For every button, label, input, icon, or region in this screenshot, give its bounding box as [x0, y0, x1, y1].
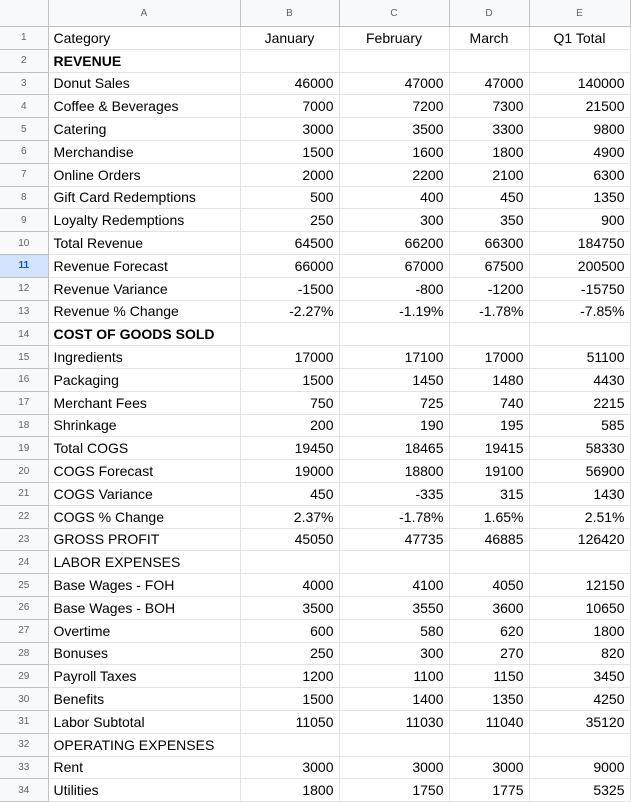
- sheet-row: [0, 551, 630, 574]
- value-cell[interactable]: 3000: [240, 756, 339, 779]
- sheet-row: [0, 642, 630, 665]
- value-cell[interactable]: 4900: [529, 140, 630, 163]
- value-cell[interactable]: -15750: [529, 277, 630, 300]
- category-cell[interactable]: COST OF GOODS SOLD: [48, 323, 240, 346]
- value-cell[interactable]: 3000: [339, 756, 449, 779]
- value-cell[interactable]: 1800: [449, 140, 529, 163]
- row-header[interactable]: 4: [0, 95, 48, 118]
- value-cell[interactable]: 200500: [529, 254, 630, 277]
- sheet-row: [0, 163, 630, 186]
- category-cell[interactable]: Donut Sales: [48, 72, 240, 95]
- value-cell[interactable]: 1500: [240, 140, 339, 163]
- value-cell[interactable]: -1.78%: [339, 505, 449, 528]
- value-cell[interactable]: 66000: [240, 254, 339, 277]
- row-header[interactable]: 1: [0, 27, 48, 50]
- value-cell[interactable]: 315: [449, 482, 529, 505]
- value-cell[interactable]: 19415: [449, 437, 529, 460]
- category-cell[interactable]: Total Revenue: [48, 232, 240, 255]
- value-cell[interactable]: 126420: [529, 528, 630, 551]
- row-header[interactable]: 3: [0, 72, 48, 95]
- value-cell[interactable]: 600: [240, 619, 339, 642]
- row-header[interactable]: 14: [0, 323, 48, 346]
- sheet-row: [0, 437, 630, 460]
- value-cell[interactable]: 66300: [449, 232, 529, 255]
- column-header-d[interactable]: D: [449, 0, 529, 27]
- value-cell[interactable]: 270: [449, 642, 529, 665]
- category-cell[interactable]: Labor Subtotal: [48, 710, 240, 733]
- sheet-row: [0, 232, 630, 255]
- value-cell[interactable]: [339, 551, 449, 574]
- category-cell[interactable]: Revenue Forecast: [48, 254, 240, 277]
- value-cell[interactable]: 450: [240, 482, 339, 505]
- row-header[interactable]: 18: [0, 414, 48, 437]
- value-cell[interactable]: 21500: [529, 95, 630, 118]
- value-cell[interactable]: 17100: [339, 346, 449, 369]
- row-header[interactable]: 16: [0, 368, 48, 391]
- value-cell[interactable]: 9800: [529, 118, 630, 141]
- row-header[interactable]: 7: [0, 163, 48, 186]
- row-header[interactable]: 2: [0, 49, 48, 72]
- value-cell[interactable]: 1200: [240, 665, 339, 688]
- value-cell[interactable]: 2.51%: [529, 505, 630, 528]
- sheet-row: [0, 482, 630, 505]
- column-header-e[interactable]: E: [529, 0, 630, 27]
- value-cell[interactable]: 18800: [339, 460, 449, 483]
- value-cell[interactable]: 1800: [240, 779, 339, 802]
- value-cell[interactable]: 350: [449, 209, 529, 232]
- category-cell[interactable]: Base Wages - FOH: [48, 574, 240, 597]
- value-cell[interactable]: [529, 323, 630, 346]
- row-header[interactable]: 24: [0, 551, 48, 574]
- row-header[interactable]: 17: [0, 391, 48, 414]
- category-cell[interactable]: Category: [48, 27, 240, 50]
- value-cell[interactable]: 1800: [529, 619, 630, 642]
- value-cell[interactable]: 7300: [449, 95, 529, 118]
- value-cell[interactable]: [240, 49, 339, 72]
- category-cell[interactable]: LABOR EXPENSES: [48, 551, 240, 574]
- value-cell[interactable]: 67000: [339, 254, 449, 277]
- sheet-row: [0, 118, 630, 141]
- category-cell[interactable]: Coffee & Beverages: [48, 95, 240, 118]
- sheet-row: [0, 72, 630, 95]
- value-cell[interactable]: [240, 551, 339, 574]
- row-header[interactable]: 23: [0, 528, 48, 551]
- value-cell[interactable]: Q1 Total: [529, 27, 630, 50]
- value-cell[interactable]: 1.65%: [449, 505, 529, 528]
- sheet-row: [0, 528, 630, 551]
- value-cell[interactable]: 1400: [339, 688, 449, 711]
- value-cell[interactable]: -1500: [240, 277, 339, 300]
- value-cell[interactable]: 1480: [449, 368, 529, 391]
- value-cell[interactable]: 1450: [339, 368, 449, 391]
- value-cell[interactable]: 1150: [449, 665, 529, 688]
- sheet-row: [0, 346, 630, 369]
- row-header[interactable]: 19: [0, 437, 48, 460]
- category-cell[interactable]: COGS Variance: [48, 482, 240, 505]
- value-cell[interactable]: 4430: [529, 368, 630, 391]
- value-cell[interactable]: 3000: [449, 756, 529, 779]
- category-cell[interactable]: Benefits: [48, 688, 240, 711]
- category-cell[interactable]: Packaging: [48, 368, 240, 391]
- row-header[interactable]: 29: [0, 665, 48, 688]
- value-cell[interactable]: 66200: [339, 232, 449, 255]
- value-cell[interactable]: 19000: [240, 460, 339, 483]
- row-header[interactable]: 8: [0, 186, 48, 209]
- value-cell[interactable]: 1100: [339, 665, 449, 688]
- row-header[interactable]: 25: [0, 574, 48, 597]
- select-all-corner[interactable]: [0, 0, 48, 27]
- category-cell[interactable]: Online Orders: [48, 163, 240, 186]
- value-cell[interactable]: 4250: [529, 688, 630, 711]
- value-cell[interactable]: 58330: [529, 437, 630, 460]
- row-header[interactable]: 33: [0, 756, 48, 779]
- value-cell[interactable]: 45050: [240, 528, 339, 551]
- value-cell[interactable]: 580: [339, 619, 449, 642]
- value-cell[interactable]: 250: [240, 209, 339, 232]
- row-header[interactable]: 5: [0, 118, 48, 141]
- value-cell[interactable]: 500: [240, 186, 339, 209]
- value-cell[interactable]: 11040: [449, 710, 529, 733]
- category-cell[interactable]: Gift Card Redemptions: [48, 186, 240, 209]
- value-cell[interactable]: [529, 551, 630, 574]
- value-cell[interactable]: 585: [529, 414, 630, 437]
- row-header[interactable]: 21: [0, 482, 48, 505]
- value-cell[interactable]: 4100: [339, 574, 449, 597]
- value-cell[interactable]: -800: [339, 277, 449, 300]
- row-header[interactable]: 15: [0, 346, 48, 369]
- value-cell[interactable]: 250: [240, 642, 339, 665]
- value-cell[interactable]: 1350: [529, 186, 630, 209]
- value-cell[interactable]: 2000: [240, 163, 339, 186]
- row-header[interactable]: 27: [0, 619, 48, 642]
- sheet-row: [0, 391, 630, 414]
- value-cell[interactable]: 200: [240, 414, 339, 437]
- value-cell[interactable]: 35120: [529, 710, 630, 733]
- value-cell[interactable]: 17000: [449, 346, 529, 369]
- value-cell[interactable]: 2.37%: [240, 505, 339, 528]
- value-cell[interactable]: 11050: [240, 710, 339, 733]
- value-cell[interactable]: -1200: [449, 277, 529, 300]
- value-cell[interactable]: 3300: [449, 118, 529, 141]
- value-cell[interactable]: 2100: [449, 163, 529, 186]
- row-header[interactable]: 22: [0, 505, 48, 528]
- row-header[interactable]: 6: [0, 140, 48, 163]
- row-header[interactable]: 9: [0, 209, 48, 232]
- category-cell[interactable]: Total COGS: [48, 437, 240, 460]
- category-cell[interactable]: Bonuses: [48, 642, 240, 665]
- value-cell[interactable]: 51100: [529, 346, 630, 369]
- value-cell[interactable]: 3500: [339, 118, 449, 141]
- category-cell[interactable]: Utilities: [48, 779, 240, 802]
- value-cell[interactable]: March: [449, 27, 529, 50]
- sheet-row: [0, 254, 630, 277]
- sheet-row: [0, 323, 630, 346]
- value-cell[interactable]: -2.27%: [240, 300, 339, 323]
- category-cell[interactable]: COGS % Change: [48, 505, 240, 528]
- value-cell[interactable]: 1500: [240, 368, 339, 391]
- value-cell[interactable]: 5325: [529, 779, 630, 802]
- value-cell[interactable]: 1775: [449, 779, 529, 802]
- row-header[interactable]: 34: [0, 779, 48, 802]
- category-cell[interactable]: Revenue Variance: [48, 277, 240, 300]
- row-header[interactable]: 20: [0, 460, 48, 483]
- sheet-row: [0, 779, 630, 802]
- row-header[interactable]: 26: [0, 596, 48, 619]
- value-cell[interactable]: -7.85%: [529, 300, 630, 323]
- value-cell[interactable]: 1500: [240, 688, 339, 711]
- sheet-row: [0, 300, 630, 323]
- value-cell[interactable]: 620: [449, 619, 529, 642]
- value-cell[interactable]: 7200: [339, 95, 449, 118]
- value-cell[interactable]: 300: [339, 642, 449, 665]
- value-cell[interactable]: 17000: [240, 346, 339, 369]
- column-header-a[interactable]: A: [48, 0, 240, 27]
- category-cell[interactable]: Merchandise: [48, 140, 240, 163]
- value-cell[interactable]: 18465: [339, 437, 449, 460]
- sheet-row: [0, 756, 630, 779]
- category-cell[interactable]: GROSS PROFIT: [48, 528, 240, 551]
- row-header[interactable]: 10: [0, 232, 48, 255]
- value-cell[interactable]: 47735: [339, 528, 449, 551]
- category-cell[interactable]: Rent: [48, 756, 240, 779]
- value-cell[interactable]: [240, 323, 339, 346]
- value-cell[interactable]: 10650: [529, 596, 630, 619]
- value-cell[interactable]: 64500: [240, 232, 339, 255]
- category-cell[interactable]: REVENUE: [48, 49, 240, 72]
- sheet-row: [0, 27, 630, 50]
- category-cell[interactable]: OPERATING EXPENSES: [48, 733, 240, 756]
- sheet-row: [0, 277, 630, 300]
- value-cell[interactable]: [339, 323, 449, 346]
- sheet-row: [0, 368, 630, 391]
- category-cell[interactable]: Overtime: [48, 619, 240, 642]
- value-cell[interactable]: [449, 49, 529, 72]
- sheet-row: [0, 460, 630, 483]
- value-cell[interactable]: -1.78%: [449, 300, 529, 323]
- value-cell[interactable]: 6300: [529, 163, 630, 186]
- value-cell[interactable]: 1750: [339, 779, 449, 802]
- value-cell[interactable]: 19100: [449, 460, 529, 483]
- value-cell[interactable]: 9000: [529, 756, 630, 779]
- value-cell[interactable]: 46885: [449, 528, 529, 551]
- category-cell[interactable]: Payroll Taxes: [48, 665, 240, 688]
- category-cell[interactable]: Catering: [48, 118, 240, 141]
- row-header[interactable]: 31: [0, 710, 48, 733]
- value-cell[interactable]: 450: [449, 186, 529, 209]
- value-cell[interactable]: 1350: [449, 688, 529, 711]
- value-cell[interactable]: 1600: [339, 140, 449, 163]
- value-cell[interactable]: 56900: [529, 460, 630, 483]
- value-cell[interactable]: 67500: [449, 254, 529, 277]
- value-cell[interactable]: [449, 733, 529, 756]
- value-cell[interactable]: 195: [449, 414, 529, 437]
- value-cell[interactable]: 4000: [240, 574, 339, 597]
- column-header-c[interactable]: C: [339, 0, 449, 27]
- value-cell[interactable]: [339, 733, 449, 756]
- category-cell[interactable]: Ingredients: [48, 346, 240, 369]
- category-cell[interactable]: Revenue % Change: [48, 300, 240, 323]
- value-cell[interactable]: 750: [240, 391, 339, 414]
- sheet-row: [0, 710, 630, 733]
- sheet-row: [0, 505, 630, 528]
- value-cell[interactable]: 184750: [529, 232, 630, 255]
- value-cell[interactable]: 19450: [240, 437, 339, 460]
- value-cell[interactable]: February: [339, 27, 449, 50]
- value-cell[interactable]: [529, 49, 630, 72]
- row-header[interactable]: 12: [0, 277, 48, 300]
- row-header[interactable]: 11: [0, 254, 48, 277]
- value-cell[interactable]: [339, 49, 449, 72]
- value-cell[interactable]: [449, 323, 529, 346]
- value-cell[interactable]: 2200: [339, 163, 449, 186]
- category-cell[interactable]: COGS Forecast: [48, 460, 240, 483]
- value-cell[interactable]: 3600: [449, 596, 529, 619]
- sheet-row: [0, 186, 630, 209]
- value-cell[interactable]: -1.19%: [339, 300, 449, 323]
- value-cell[interactable]: 7000: [240, 95, 339, 118]
- value-cell[interactable]: 190: [339, 414, 449, 437]
- value-cell[interactable]: 400: [339, 186, 449, 209]
- sheet-row: [0, 140, 630, 163]
- row-header[interactable]: 28: [0, 642, 48, 665]
- value-cell[interactable]: 3000: [240, 118, 339, 141]
- value-cell[interactable]: 3550: [339, 596, 449, 619]
- value-cell[interactable]: [529, 733, 630, 756]
- sheet-row: [0, 414, 630, 437]
- sheet-row: [0, 619, 630, 642]
- row-header[interactable]: 30: [0, 688, 48, 711]
- sheet-row: [0, 49, 630, 72]
- value-cell[interactable]: 47000: [339, 72, 449, 95]
- value-cell[interactable]: 3450: [529, 665, 630, 688]
- value-cell[interactable]: 740: [449, 391, 529, 414]
- value-cell[interactable]: 3500: [240, 596, 339, 619]
- sheet-row: [0, 665, 630, 688]
- value-cell[interactable]: -335: [339, 482, 449, 505]
- category-cell[interactable]: Base Wages - BOH: [48, 596, 240, 619]
- value-cell[interactable]: [449, 551, 529, 574]
- sheet-row: [0, 688, 630, 711]
- category-cell[interactable]: Merchant Fees: [48, 391, 240, 414]
- category-cell[interactable]: Loyalty Redemptions: [48, 209, 240, 232]
- column-header-row: [0, 0, 630, 27]
- sheet-row: [0, 95, 630, 118]
- value-cell[interactable]: 725: [339, 391, 449, 414]
- sheet-row: [0, 209, 630, 232]
- sheet-row: [0, 574, 630, 597]
- value-cell[interactable]: 140000: [529, 72, 630, 95]
- row-header[interactable]: 13: [0, 300, 48, 323]
- category-cell[interactable]: Shrinkage: [48, 414, 240, 437]
- value-cell[interactable]: 46000: [240, 72, 339, 95]
- value-cell[interactable]: 47000: [449, 72, 529, 95]
- value-cell[interactable]: 2215: [529, 391, 630, 414]
- value-cell[interactable]: 4050: [449, 574, 529, 597]
- row-header[interactable]: 32: [0, 733, 48, 756]
- column-header-b[interactable]: B: [240, 0, 339, 27]
- sheet-row: [0, 596, 630, 619]
- sheet-row: [0, 733, 630, 756]
- value-cell[interactable]: 12150: [529, 574, 630, 597]
- value-cell[interactable]: 300: [339, 209, 449, 232]
- value-cell[interactable]: 11030: [339, 710, 449, 733]
- value-cell[interactable]: January: [240, 27, 339, 50]
- value-cell[interactable]: [240, 733, 339, 756]
- value-cell[interactable]: 820: [529, 642, 630, 665]
- value-cell[interactable]: 900: [529, 209, 630, 232]
- value-cell[interactable]: 1430: [529, 482, 630, 505]
